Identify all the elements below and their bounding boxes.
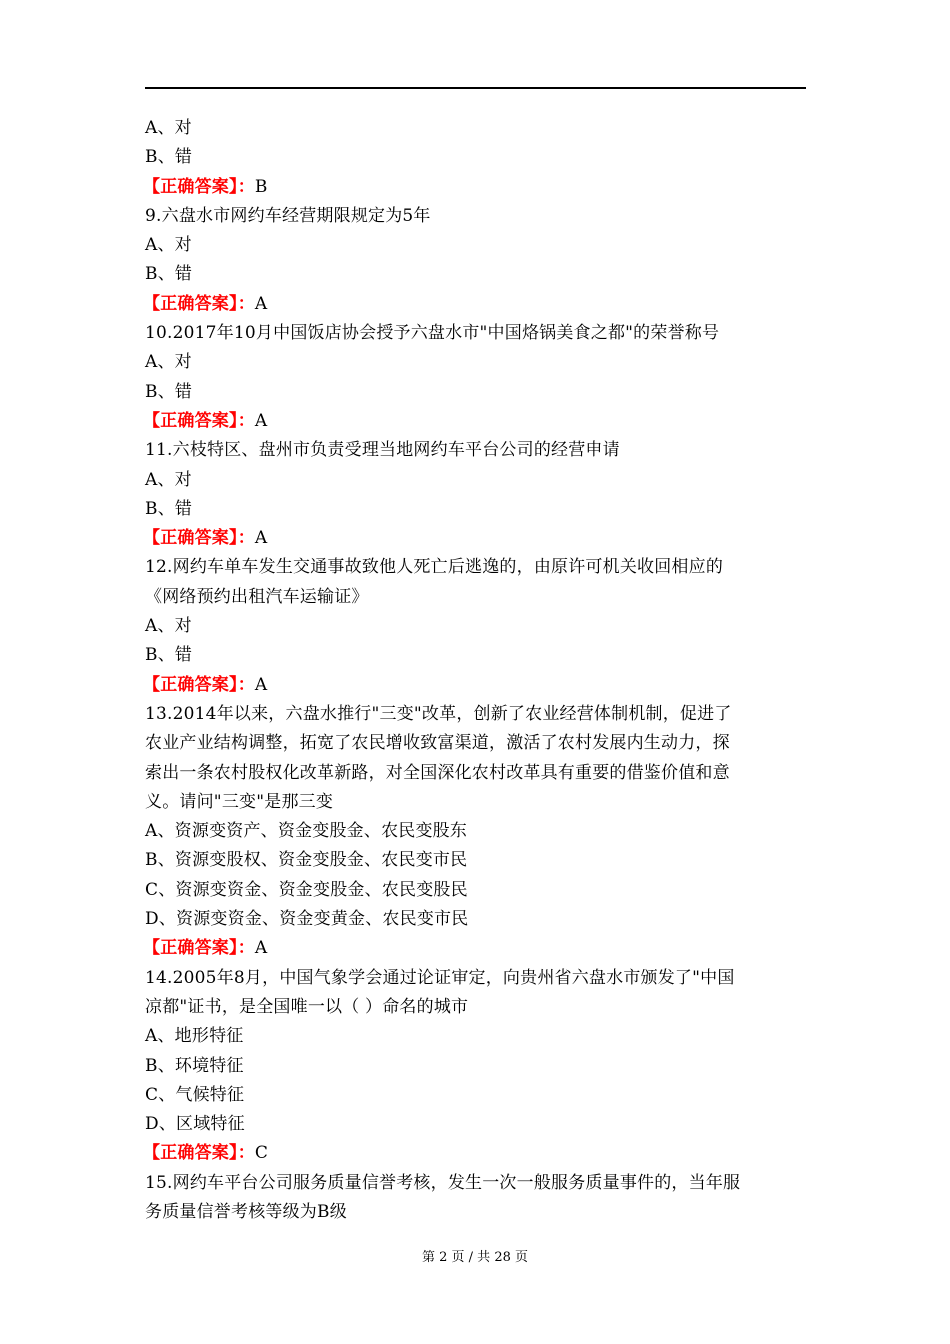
question-text: 12.网约车单车发生交通事故致他人死亡后逃逸的，由原许可机关收回相应的 xyxy=(145,557,724,578)
answer-line xyxy=(145,1139,807,1168)
option-text: D、区域特征 xyxy=(145,1114,245,1135)
option-text: B、错 xyxy=(145,147,193,168)
header-rule xyxy=(145,87,806,89)
answer-value: A xyxy=(254,410,268,431)
answer-line xyxy=(145,524,807,553)
question-text: 索出一条农村股权化改革新路，对全国深化农村改革具有重要的借鉴价值和意 xyxy=(145,762,730,783)
answer-label: 【正确答案】： xyxy=(143,410,255,431)
question-text: 13.2014年以来，六盘水推行"三变"改革，创新了农业经营体制机制，促进了 xyxy=(145,703,732,724)
option-text: B、错 xyxy=(145,381,193,402)
answer-value: A xyxy=(254,938,268,959)
question-text: 15.网约车平台公司服务质量信誉考核，发生一次一般服务质量事件的，当年服 xyxy=(145,1172,741,1193)
answer-value: B xyxy=(254,176,268,197)
answer-value: A xyxy=(254,528,268,549)
answer-label: 【正确答案】： xyxy=(143,176,255,197)
question-text: 农业产业结构调整，拓宽了农民增收致富渠道，激活了农村发展内生动力，探 xyxy=(145,733,730,754)
question-text: 9.六盘水市网约车经营期限规定为5年 xyxy=(145,205,431,226)
document-body xyxy=(145,114,807,1227)
question-text: 《网络预约出租汽车运输证》 xyxy=(145,586,369,607)
answer-line xyxy=(145,290,807,319)
answer-line xyxy=(145,173,807,202)
option-text: A、对 xyxy=(145,616,192,637)
answer-line xyxy=(145,407,807,436)
answer-line xyxy=(145,671,807,700)
option-text: A、对 xyxy=(145,235,192,256)
option-text: C、资源变资金、资金变股金、农民变股民 xyxy=(145,879,468,900)
answer-line xyxy=(145,934,807,963)
option-text: A、对 xyxy=(145,118,192,138)
question-text: 10.2017年10月中国饭店协会授予六盘水市"中国烙锅美食之都"的荣誉称号 xyxy=(145,323,720,344)
question-text: 义。请问"三变"是那三变 xyxy=(145,791,334,812)
page-footer: 第 2 页 / 共 28 页 xyxy=(422,1250,528,1265)
answer-label: 【正确答案】： xyxy=(143,1143,255,1164)
option-text: B、错 xyxy=(145,264,193,285)
option-text: B、错 xyxy=(145,645,193,666)
question-text: 14.2005年8月，中国气象学会通过论证审定，向贵州省六盘水市颁发了"中国 xyxy=(145,967,735,988)
option-text: A、地形特征 xyxy=(145,1026,244,1047)
answer-label: 【正确答案】： xyxy=(143,293,255,314)
answer-value: A xyxy=(254,293,268,314)
option-text: A、资源变资产、资金变股金、农民变股东 xyxy=(145,821,468,842)
option-text: A、对 xyxy=(145,469,192,490)
question-text: 11.六枝特区、盘州市负责受理当地网约车平台公司的经营申请 xyxy=(145,440,620,461)
option-text: D、资源变资金、资金变黄金、农民变市民 xyxy=(145,909,469,930)
option-text: A、对 xyxy=(145,352,192,373)
answer-value: C xyxy=(254,1143,269,1164)
answer-label: 【正确答案】： xyxy=(143,528,255,549)
answer-value: A xyxy=(254,674,268,695)
answer-label: 【正确答案】： xyxy=(143,674,255,695)
option-text: C、气候特征 xyxy=(145,1084,245,1105)
question-text: 务质量信誉考核等级为B级 xyxy=(145,1201,347,1222)
option-text: B、环境特征 xyxy=(145,1055,244,1076)
answer-label: 【正确答案】： xyxy=(143,938,255,959)
question-text: 凉都"证书，是全国唯一以（ ）命名的城市 xyxy=(145,996,469,1017)
option-text: B、错 xyxy=(145,498,193,519)
option-text: B、资源变股权、资金变股金、农民变市民 xyxy=(145,850,468,871)
